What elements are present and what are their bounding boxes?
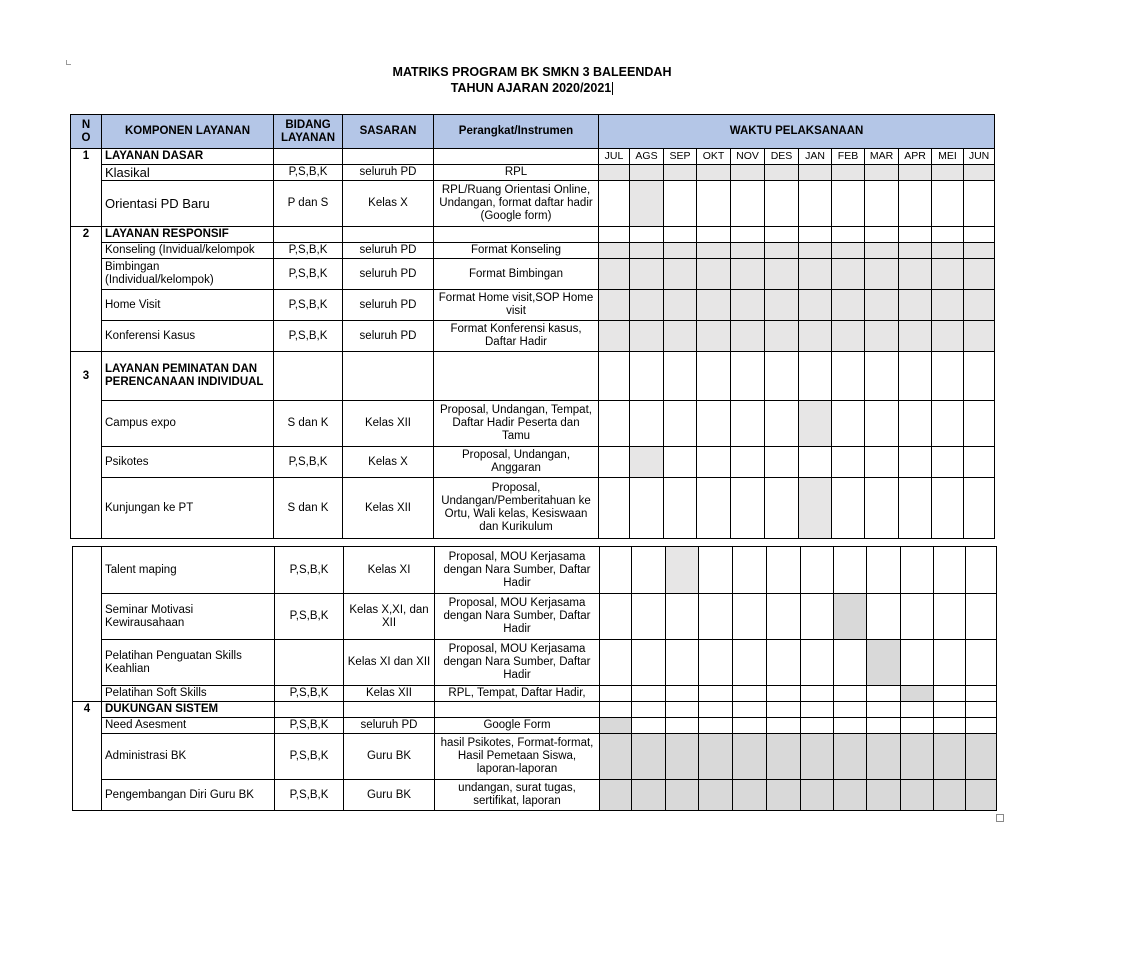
perangkat-cell: hasil Psikotes, Format-format, Hasil Pemetaan Siswa, laporan-laporan <box>435 734 600 780</box>
komponen-cell: Bimbingan (Individual/kelompok) <box>102 259 274 290</box>
perangkat-cell: RPL <box>434 165 599 181</box>
section-name: LAYANAN RESPONSIF <box>102 227 274 243</box>
bidang-cell: P,S,B,K <box>275 594 344 640</box>
section-no: 1 <box>71 149 102 165</box>
komponen-cell: Pelatihan Penguatan Skills Keahlian <box>102 640 275 686</box>
month-okt: OKT <box>697 149 731 165</box>
month-jun: JUN <box>964 149 995 165</box>
section-row <box>73 702 997 718</box>
bidang-cell: P,S,B,K <box>274 321 343 352</box>
sasaran-cell: Kelas X,XI, dan XII <box>344 594 435 640</box>
bidang-cell: S dan K <box>274 478 343 539</box>
month-ags: AGS <box>630 149 664 165</box>
perangkat-cell: Google Form <box>435 718 600 734</box>
bidang-cell: P,S,B,K <box>274 447 343 478</box>
bidang-cell: P dan S <box>274 181 343 227</box>
table-row <box>71 259 995 290</box>
sasaran-cell: seluruh PD <box>343 165 434 181</box>
document-title <box>70 64 994 96</box>
header-no: N O <box>71 115 102 149</box>
month-sep: SEP <box>664 149 697 165</box>
sasaran-cell: Kelas XII <box>344 686 435 702</box>
section-name: DUKUNGAN SISTEM <box>102 702 275 718</box>
table-row <box>73 594 997 640</box>
section-row <box>71 149 995 165</box>
bidang-cell <box>275 640 344 686</box>
month-mei: MEI <box>932 149 964 165</box>
section-no: 2 <box>71 227 102 243</box>
month-mar: MAR <box>865 149 899 165</box>
table-row <box>73 780 997 811</box>
bidang-cell: S dan K <box>274 401 343 447</box>
section-row <box>71 227 995 243</box>
sasaran-cell: Kelas X <box>343 447 434 478</box>
table-row <box>71 447 995 478</box>
header-perangkat: Perangkat/Instrumen <box>434 115 599 149</box>
perangkat-cell: Format Home visit,SOP Home visit <box>434 290 599 321</box>
perangkat-cell: Proposal, Undangan/Pemberitahuan ke Ortu, Wali kelas, Kesiswaan dan Kurikulum <box>434 478 599 539</box>
perangkat-cell: Format Konseling <box>434 243 599 259</box>
sasaran-cell: Kelas XI <box>344 547 435 594</box>
program-matrix-table-part2 <box>72 546 997 811</box>
table-row <box>71 401 995 447</box>
header-row <box>71 115 995 149</box>
table-row <box>71 478 995 539</box>
text-cursor <box>612 82 613 95</box>
title-line-1: MATRIKS PROGRAM BK SMKN 3 BALEENDAH <box>392 65 672 79</box>
table-row <box>71 321 995 352</box>
bidang-cell: P,S,B,K <box>275 547 344 594</box>
bidang-cell: P,S,B,K <box>275 718 344 734</box>
komponen-cell: Talent maping <box>102 547 275 594</box>
komponen-cell: Pengembangan Diri Guru BK <box>102 780 275 811</box>
program-matrix-table-part1 <box>70 114 995 539</box>
bidang-cell: P,S,B,K <box>274 259 343 290</box>
sasaran-cell: Guru BK <box>344 734 435 780</box>
komponen-cell: Pelatihan Soft Skills <box>102 686 275 702</box>
header-bidang: BIDANG LAYANAN <box>274 115 343 149</box>
month-nov: NOV <box>731 149 765 165</box>
sasaran-cell: seluruh PD <box>343 259 434 290</box>
perangkat-cell: undangan, surat tugas, sertifikat, laporan <box>435 780 600 811</box>
table-row <box>71 290 995 321</box>
perangkat-cell: Proposal, Undangan, Anggaran <box>434 447 599 478</box>
month-feb: FEB <box>832 149 865 165</box>
sasaran-cell: Kelas XII <box>343 478 434 539</box>
perangkat-cell: Proposal, MOU Kerjasama dengan Nara Sumber, Daftar Hadir <box>435 547 600 594</box>
perangkat-cell: Format Konferensi kasus, Daftar Hadir <box>434 321 599 352</box>
perangkat-cell: Proposal, MOU Kerjasama dengan Nara Sumber, Daftar Hadir <box>435 640 600 686</box>
section-row <box>71 352 995 401</box>
month-jul: JUL <box>599 149 630 165</box>
komponen-cell: Klasikal <box>102 165 274 181</box>
sasaran-cell: Kelas XII <box>343 401 434 447</box>
bidang-cell: P,S,B,K <box>274 290 343 321</box>
komponen-cell: Orientasi PD Baru <box>102 181 274 227</box>
komponen-cell: Kunjungan ke PT <box>102 478 274 539</box>
table-row <box>71 181 995 227</box>
sasaran-cell: seluruh PD <box>343 321 434 352</box>
table-row <box>73 718 997 734</box>
sasaran-cell: seluruh PD <box>344 718 435 734</box>
bidang-cell: P,S,B,K <box>275 780 344 811</box>
table-resize-handle[interactable] <box>996 814 1004 822</box>
month-des: DES <box>765 149 799 165</box>
table-row <box>73 734 997 780</box>
month-apr: APR <box>899 149 932 165</box>
komponen-cell: Konseling (Invidual/kelompok <box>102 243 274 259</box>
table-row <box>71 165 995 181</box>
perangkat-cell: RPL/Ruang Orientasi Online, Undangan, format daftar hadir (Google form) <box>434 181 599 227</box>
sasaran-cell: Kelas X <box>343 181 434 227</box>
komponen-cell: Need Asesment <box>102 718 275 734</box>
sasaran-cell: Guru BK <box>344 780 435 811</box>
sasaran-cell: seluruh PD <box>343 243 434 259</box>
header-waktu: WAKTU PELAKSANAAN <box>599 115 995 149</box>
table-row <box>73 547 997 594</box>
sasaran-cell: Kelas XI dan XII <box>344 640 435 686</box>
table-row <box>73 686 997 702</box>
section-no: 3 <box>71 352 102 401</box>
komponen-cell: Administrasi BK <box>102 734 275 780</box>
komponen-cell: Campus expo <box>102 401 274 447</box>
komponen-cell: Konferensi Kasus <box>102 321 274 352</box>
table-row <box>73 640 997 686</box>
bidang-cell: P,S,B,K <box>274 165 343 181</box>
perangkat-cell: Proposal, MOU Kerjasama dengan Nara Sumber, Daftar Hadir <box>435 594 600 640</box>
komponen-cell: Home Visit <box>102 290 274 321</box>
bidang-cell: P,S,B,K <box>275 734 344 780</box>
month-jan: JAN <box>799 149 832 165</box>
table-row <box>71 243 995 259</box>
sasaran-cell: seluruh PD <box>343 290 434 321</box>
perangkat-cell: Format Bimbingan <box>434 259 599 290</box>
perangkat-cell: RPL, Tempat, Daftar Hadir, <box>435 686 600 702</box>
perangkat-cell: Proposal, Undangan, Tempat, Daftar Hadir Peserta dan Tamu <box>434 401 599 447</box>
section-name: LAYANAN PEMINATAN DAN PERENCANAAN INDIVIDUAL <box>102 352 274 401</box>
komponen-cell: Seminar Motivasi Kewirausahaan <box>102 594 275 640</box>
header-sasaran: SASARAN <box>343 115 434 149</box>
bidang-cell: P,S,B,K <box>274 243 343 259</box>
bidang-cell: P,S,B,K <box>275 686 344 702</box>
header-komponen: KOMPONEN LAYANAN <box>102 115 274 149</box>
section-name: LAYANAN DASAR <box>102 149 274 165</box>
section-no: 4 <box>73 702 102 718</box>
title-line-2: TAHUN AJARAN 2020/2021 <box>450 81 612 95</box>
komponen-cell: Psikotes <box>102 447 274 478</box>
